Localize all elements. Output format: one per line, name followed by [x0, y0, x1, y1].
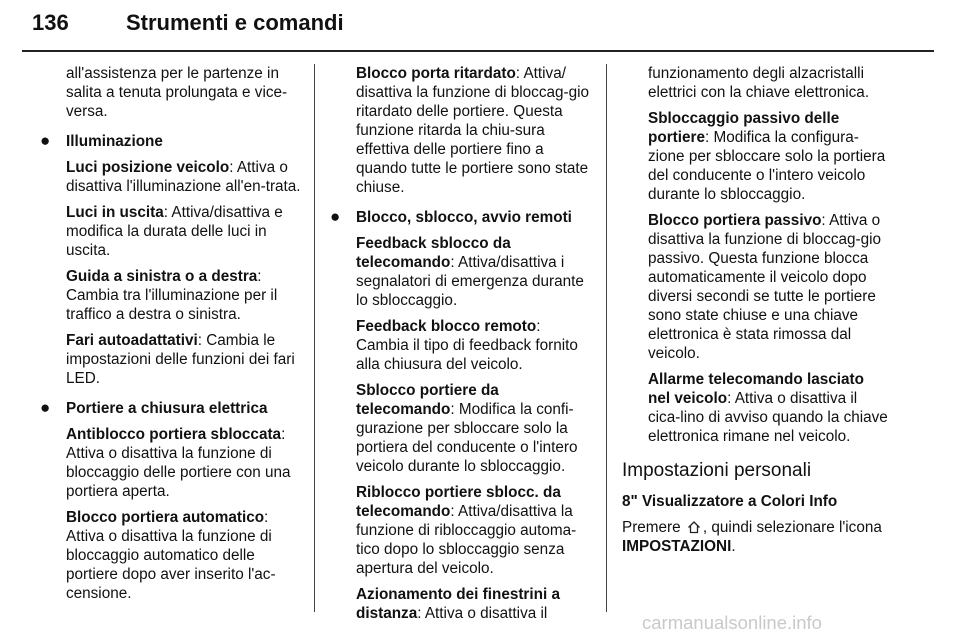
setting-description	[66, 508, 302, 603]
setting-description	[356, 234, 594, 310]
page-number: 136	[32, 10, 69, 35]
setting-text: : Cambia le impostazioni delle funzioni dei fari LED.	[66, 332, 295, 387]
paragraph: all'assistenza per le partenze in salita a tenuta prolungata e vice-versa.	[66, 65, 288, 120]
setting-description	[356, 585, 594, 623]
setting-description	[66, 425, 302, 501]
text: , quindi selezionare l'icona	[702, 519, 882, 536]
setting-term: Antiblocco portiera sbloccata	[66, 426, 282, 443]
setting-description	[66, 158, 302, 196]
setting-term: Blocco portiera automatico	[66, 509, 265, 526]
column-divider	[314, 64, 315, 612]
text: Premere	[622, 519, 685, 536]
setting-description	[66, 203, 302, 260]
setting-term: Blocco porta ritardato	[356, 65, 516, 82]
column-divider	[606, 64, 607, 612]
list-item-title: Portiere a chiusura elettrica	[66, 400, 268, 417]
setting-term: Feedback sblocco da telecomando	[356, 235, 511, 271]
column-1	[40, 64, 302, 603]
setting-text: : Attiva o disattiva la funzione di bloccag-gio passivo. Questa funzione blocca automaticamente il veicolo dopo diversi secondi se tutte le portiere sono state chiuse e una chiave elettronica è stata rimossa dal veicolo.	[648, 212, 881, 362]
column-3	[622, 64, 890, 556]
setting-description	[648, 370, 890, 446]
setting-term: Blocco portiera passivo	[648, 212, 822, 229]
setting-description	[66, 331, 302, 388]
paragraph	[622, 518, 890, 556]
setting-term: Luci in uscita	[66, 204, 164, 221]
home-icon	[687, 520, 701, 534]
setting-term: Luci posizione veicolo	[66, 159, 230, 176]
setting-text: : Cambia tra l'illuminazione per il traffico a destra o sinistra.	[66, 268, 278, 323]
setting-term: Sbloccaggio passivo delle portiere	[648, 110, 840, 146]
setting-text: : Attiva o disattiva la funzione di bloccaggio delle portiere con una portiera aperta.	[66, 426, 291, 500]
list-item-illuminazione	[40, 131, 302, 151]
setting-term: Riblocco portiere sblocc. da telecomando	[356, 484, 561, 520]
setting-text: : Attiva o disattiva la funzione di bloccaggio automatico delle portiere dopo aver inserito l'ac-censione.	[66, 509, 276, 602]
setting-term: Sblocco portiere da telecomando	[356, 382, 499, 418]
setting-text: : Attiva/ disattiva la funzione di bloccag-gio ritardato delle portiere. Questa funzione ritarda la chiu-sura effettiva delle portiere fino a quando tutte le portiere sono state chiuse.	[356, 65, 589, 196]
list-item-portiere	[40, 398, 302, 418]
section-heading: Impostazioni personali	[622, 460, 812, 481]
setting-description	[66, 267, 302, 324]
settings-label: IMPOSTAZIONI	[622, 538, 732, 555]
list-item-title: Illuminazione	[66, 133, 163, 150]
header-divider	[22, 50, 934, 52]
setting-text: : Attiva o disattiva il	[417, 605, 548, 622]
setting-text: : Attiva o disattiva l'illuminazione all'en-trata.	[66, 159, 301, 195]
subsection-heading: 8" Visualizzatore a Colori Info	[622, 493, 838, 510]
setting-description	[356, 317, 594, 374]
setting-text: : Modifica la confi-gurazione per sbloccare solo la portiera del conducente o l'intero veicolo durante lo sbloccaggio.	[356, 401, 578, 475]
setting-text: : Modifica la configura-zione per sbloccare solo la portiera del conducente o l'intero veicolo durante lo sbloccaggio.	[648, 129, 886, 203]
list-item-title: Blocco, sblocco, avvio remoti	[356, 209, 572, 226]
setting-text: : Attiva/disattiva e modifica la durata delle luci in uscita.	[66, 204, 283, 259]
setting-description	[648, 211, 890, 363]
setting-description	[356, 64, 594, 197]
setting-text: : Cambia il tipo di feedback fornito alla chiusura del veicolo.	[356, 318, 578, 373]
paragraph: funzionamento degli alzacristalli elettrici con la chiave elettronica.	[648, 65, 870, 101]
page-header	[22, 2, 934, 42]
setting-term: Feedback blocco remoto	[356, 318, 537, 335]
bullet-icon: ●	[40, 398, 51, 417]
setting-description	[356, 381, 594, 476]
text: .	[731, 538, 736, 555]
setting-text: : Attiva/disattiva la funzione di ribloccaggio automa-tico dopo lo sbloccaggio senza apertura del veicolo.	[356, 503, 577, 577]
watermark: carmanualsonline.info	[642, 612, 822, 633]
bullet-icon: ●	[40, 131, 51, 150]
column-2	[330, 64, 594, 623]
setting-term: Guida a sinistra o a destra	[66, 268, 258, 285]
setting-text: : Attiva/disattiva i segnalatori di emergenza durante lo sbloccaggio.	[356, 254, 584, 309]
setting-description	[356, 483, 594, 578]
setting-term: Azionamento dei finestrini a distanza	[356, 586, 560, 622]
setting-description	[648, 109, 890, 204]
bullet-icon: ●	[330, 207, 341, 226]
setting-term: Fari autoadattativi	[66, 332, 198, 349]
section-title: Strumenti e comandi	[126, 10, 344, 35]
setting-term: Allarme telecomando lasciato nel veicolo	[648, 371, 864, 407]
setting-text: : Attiva o disattiva il cica-lino di avviso quando la chiave elettronica rimane nel veicolo.	[648, 390, 888, 445]
list-item-remoti	[330, 207, 594, 227]
